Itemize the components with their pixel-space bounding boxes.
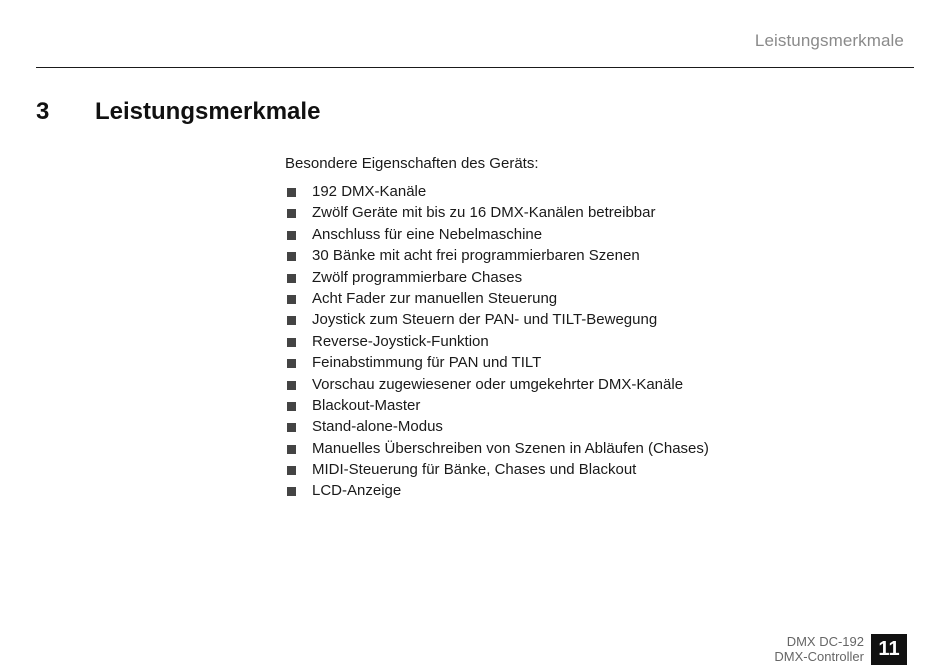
square-bullet-icon (287, 487, 296, 496)
square-bullet-icon (287, 359, 296, 368)
feature-text: Anschluss für eine Nebelmaschine (312, 225, 543, 243)
square-bullet-icon (287, 188, 296, 197)
list-item (285, 395, 709, 416)
list-item (285, 309, 709, 330)
square-bullet-icon (287, 423, 296, 432)
feature-text: Feinabstimmung für PAN und TILT (312, 354, 542, 372)
feature-text: Zwölf Geräte mit bis zu 16 DMX-Kanälen betreibbar (312, 204, 656, 222)
square-bullet-icon (287, 231, 296, 240)
list-item (285, 245, 709, 266)
list-item (285, 181, 709, 202)
square-bullet-icon (287, 381, 296, 390)
page-number: 11 (871, 634, 907, 665)
list-item (285, 416, 709, 437)
header-rule (36, 67, 914, 68)
square-bullet-icon (287, 252, 296, 261)
running-header: Leistungsmerkmale (754, 31, 904, 50)
feature-text: Reverse-Joystick-Funktion (312, 332, 489, 350)
square-bullet-icon (287, 316, 296, 325)
chapter-title: Leistungsmerkmale (95, 98, 321, 125)
feature-text: Blackout-Master (312, 396, 421, 414)
feature-text: Zwölf programmierbare Chases (312, 268, 523, 286)
feature-text: Manuelles Überschreiben von Szenen in Abläufen (Chases) (312, 439, 709, 457)
square-bullet-icon (287, 295, 296, 304)
feature-list (285, 181, 709, 502)
feature-text: 30 Bänke mit acht frei programmierbaren Szenen (312, 247, 640, 265)
square-bullet-icon (287, 209, 296, 218)
feature-text: Acht Fader zur manuellen Steuerung (312, 289, 558, 307)
list-item (285, 202, 709, 223)
feature-text: LCD-Anzeige (312, 482, 402, 500)
square-bullet-icon (287, 445, 296, 454)
feature-text: 192 DMX-Kanäle (312, 183, 427, 200)
list-item (285, 331, 709, 352)
feature-text: Joystick zum Steuern der PAN- und TILT-Bewegung (312, 311, 658, 329)
list-item (285, 438, 709, 459)
list-item (285, 459, 709, 480)
footer-product: DMX-Controller (774, 649, 864, 664)
list-item (285, 352, 709, 373)
footer-model: DMX DC-192 (786, 634, 864, 649)
feature-text: Vorschau zugewiesener oder umgekehrter DMX-Kanäle (312, 375, 684, 393)
list-item (285, 374, 709, 395)
list-item (285, 224, 709, 245)
list-item (285, 288, 709, 309)
square-bullet-icon (287, 274, 296, 283)
square-bullet-icon (287, 402, 296, 411)
square-bullet-icon (287, 338, 296, 347)
feature-text: MIDI-Steuerung für Bänke, Chases und Blackout (312, 461, 637, 479)
intro-text: Besondere Eigenschaften des Geräts: (285, 155, 539, 172)
square-bullet-icon (287, 466, 296, 475)
chapter-number: 3 (36, 98, 50, 125)
feature-text: Stand-alone-Modus (312, 418, 443, 436)
list-item (285, 267, 709, 288)
list-item (285, 480, 709, 501)
footer-product-info (774, 634, 864, 664)
